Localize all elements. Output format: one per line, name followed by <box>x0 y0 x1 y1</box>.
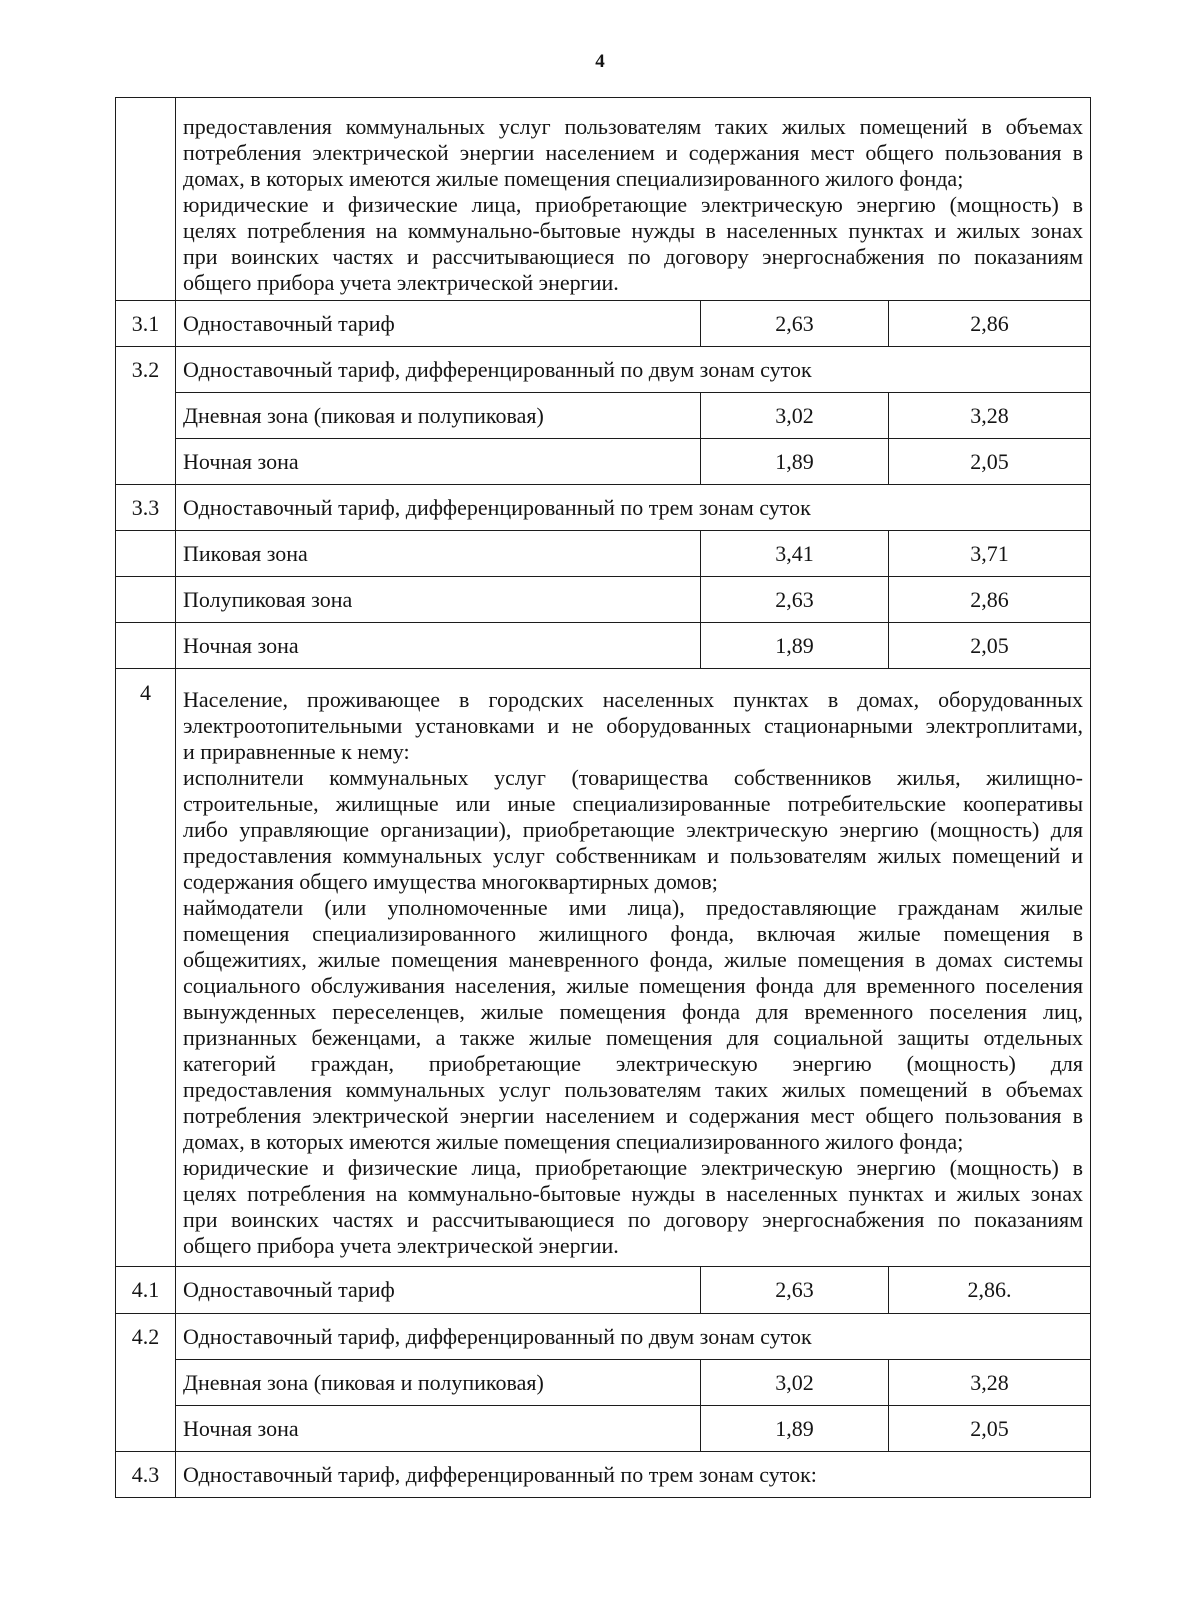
table-row-4-1 <box>116 1267 1091 1314</box>
value-a: 3,02 <box>701 393 889 439</box>
text-line: общего прибора учета электрической энергии. <box>183 270 619 295</box>
description-text <box>176 669 1091 1267</box>
text-line: потребления электрической энергии населением и содержания мест общего пользования в <box>183 1103 1084 1128</box>
value-a: 3,02 <box>701 1360 889 1406</box>
text-line: и приравненные к нему: <box>183 739 410 764</box>
value-b: 2,05 <box>889 1406 1091 1452</box>
table-row-3-1 <box>116 301 1091 347</box>
value-b: 3,28 <box>889 1360 1091 1406</box>
text-line: домах, в которых имеются жилые помещения специализированного жилого фонда; <box>183 166 964 191</box>
row-label: Одноставочный тариф <box>176 301 701 347</box>
text-line: признанных беженцами, а также жилые помещения для социальной защиты отдельных <box>183 1025 1084 1050</box>
value-b: 2,86 <box>889 577 1091 623</box>
row-number: 4.2 <box>116 1314 176 1452</box>
text-line: потребления электрической энергии населением и содержания мест общего пользования в <box>183 140 1084 165</box>
value-b: 2,86 <box>889 301 1091 347</box>
row-number: 3.1 <box>116 301 176 347</box>
row-number-cell <box>116 531 176 577</box>
text-line: домах, в которых имеются жилые помещения специализированного жилого фонда; <box>183 1129 964 1154</box>
text-line: электроотопительными установками и не оборудованных стационарными электроплитами, <box>183 713 1084 738</box>
table-row-zone <box>116 623 1091 669</box>
row-number: 3.2 <box>116 347 176 485</box>
text-line: наймодатели (или уполномоченные ими лица), предоставляющие гражданам жилые <box>183 895 1084 920</box>
row-label: Одноставочный тариф, дифференцированный по двум зонам суток <box>176 1314 1091 1360</box>
text-line: юридические и физические лица, приобретающие электрическую энергию (мощность) в <box>183 192 1084 217</box>
text-line: исполнители коммунальных услуг (товарищества собственников жилья, жилищно- <box>183 765 1084 790</box>
description-text <box>176 98 1091 301</box>
row-number: 4.3 <box>116 1452 176 1498</box>
row-number-cell <box>116 577 176 623</box>
text-line: общежитиях, жилые помещения маневренного фонда, жилые помещения в домах системы <box>183 947 1084 972</box>
text-line: вынужденных переселенцев, жилые помещения фонда для временного поселения лиц, <box>183 999 1084 1024</box>
text-line: Население, проживающее в городских населенных пунктах в домах, оборудованных <box>183 687 1084 712</box>
table-row-3-3 <box>116 485 1091 531</box>
value-b: 2,05 <box>889 439 1091 485</box>
zone-label: Пиковая зона <box>176 531 701 577</box>
row-number-cell <box>116 623 176 669</box>
table-row-zone <box>116 1360 1091 1406</box>
row-number-cell <box>116 98 176 301</box>
value-a: 2,63 <box>701 301 889 347</box>
text-line: юридические и физические лица, приобретающие электрическую энергию (мощность) в <box>183 1155 1084 1180</box>
value-b: 3,71 <box>889 531 1091 577</box>
row-label: Одноставочный тариф, дифференцированный по трем зонам суток: <box>176 1452 1091 1498</box>
text-line: либо управляющие организации), приобретающие электрическую энергию (мощность) для <box>183 817 1084 842</box>
text-line: предоставления коммунальных услуг пользователям таких жилых помещений в объемах <box>183 114 1084 139</box>
zone-label: Ночная зона <box>176 439 701 485</box>
value-a: 2,63 <box>701 577 889 623</box>
text-line: целях потребления на коммунально-бытовые нужды в населенных пунктах и жилых зонах <box>183 218 1084 243</box>
text-line: при воинских частях и рассчитывающиеся по договору энергоснабжения по показаниям <box>183 1207 1084 1232</box>
table-row-continuation <box>116 98 1091 301</box>
zone-label: Полупиковая зона <box>176 577 701 623</box>
table-row-zone <box>116 439 1091 485</box>
table-row-4 <box>116 669 1091 1267</box>
text-line: предоставления коммунальных услуг пользователям таких жилых помещений в объемах <box>183 1077 1084 1102</box>
table-row-4-3 <box>116 1452 1091 1498</box>
zone-label: Дневная зона (пиковая и полупиковая) <box>176 1360 701 1406</box>
table-row-zone <box>116 393 1091 439</box>
row-label: Одноставочный тариф, дифференцированный по трем зонам суток <box>176 485 1091 531</box>
table-row-zone <box>116 1406 1091 1452</box>
table-row-zone <box>116 577 1091 623</box>
zone-label: Ночная зона <box>176 1406 701 1452</box>
value-b: 2,86. <box>889 1267 1091 1314</box>
zone-label: Дневная зона (пиковая и полупиковая) <box>176 393 701 439</box>
text-line: содержания общего имущества многоквартирных домов; <box>183 869 718 894</box>
value-a: 1,89 <box>701 623 889 669</box>
text-line: общего прибора учета электрической энергии. <box>183 1233 619 1258</box>
value-a: 1,89 <box>701 1406 889 1452</box>
value-b: 3,28 <box>889 393 1091 439</box>
zone-label: Ночная зона <box>176 623 701 669</box>
table-row-3-2 <box>116 347 1091 393</box>
row-label: Одноставочный тариф, дифференцированный по двум зонам суток <box>176 347 1091 393</box>
row-number: 4 <box>116 669 176 1267</box>
text-line: строительные, жилищные или иные специализированные потребительские кооперативы <box>183 791 1084 816</box>
value-a: 3,41 <box>701 531 889 577</box>
text-line: категорий граждан, приобретающие электрическую энергию (мощность) для <box>183 1051 1084 1076</box>
text-line: при воинских частях и рассчитывающиеся по договору энергоснабжения по показаниям <box>183 244 1084 269</box>
table-row-zone <box>116 531 1091 577</box>
row-number: 3.3 <box>116 485 176 531</box>
value-a: 2,63 <box>701 1267 889 1314</box>
text-line: социального обслуживания населения, жилые помещения фонда для временного поселения <box>183 973 1084 998</box>
value-a: 1,89 <box>701 439 889 485</box>
text-line: целях потребления на коммунально-бытовые нужды в населенных пунктах и жилых зонах <box>183 1181 1084 1206</box>
tariff-table <box>115 97 1091 1498</box>
row-number: 4.1 <box>116 1267 176 1314</box>
table-row-4-2 <box>116 1314 1091 1360</box>
page-number: 4 <box>595 51 605 72</box>
text-line: предоставления коммунальных услуг собственникам и пользователям жилых помещений и <box>183 843 1084 868</box>
row-label: Одноставочный тариф <box>176 1267 701 1314</box>
text-line: помещения специализированного жилищного фонда, включая жилые помещения в <box>183 921 1084 946</box>
value-b: 2,05 <box>889 623 1091 669</box>
